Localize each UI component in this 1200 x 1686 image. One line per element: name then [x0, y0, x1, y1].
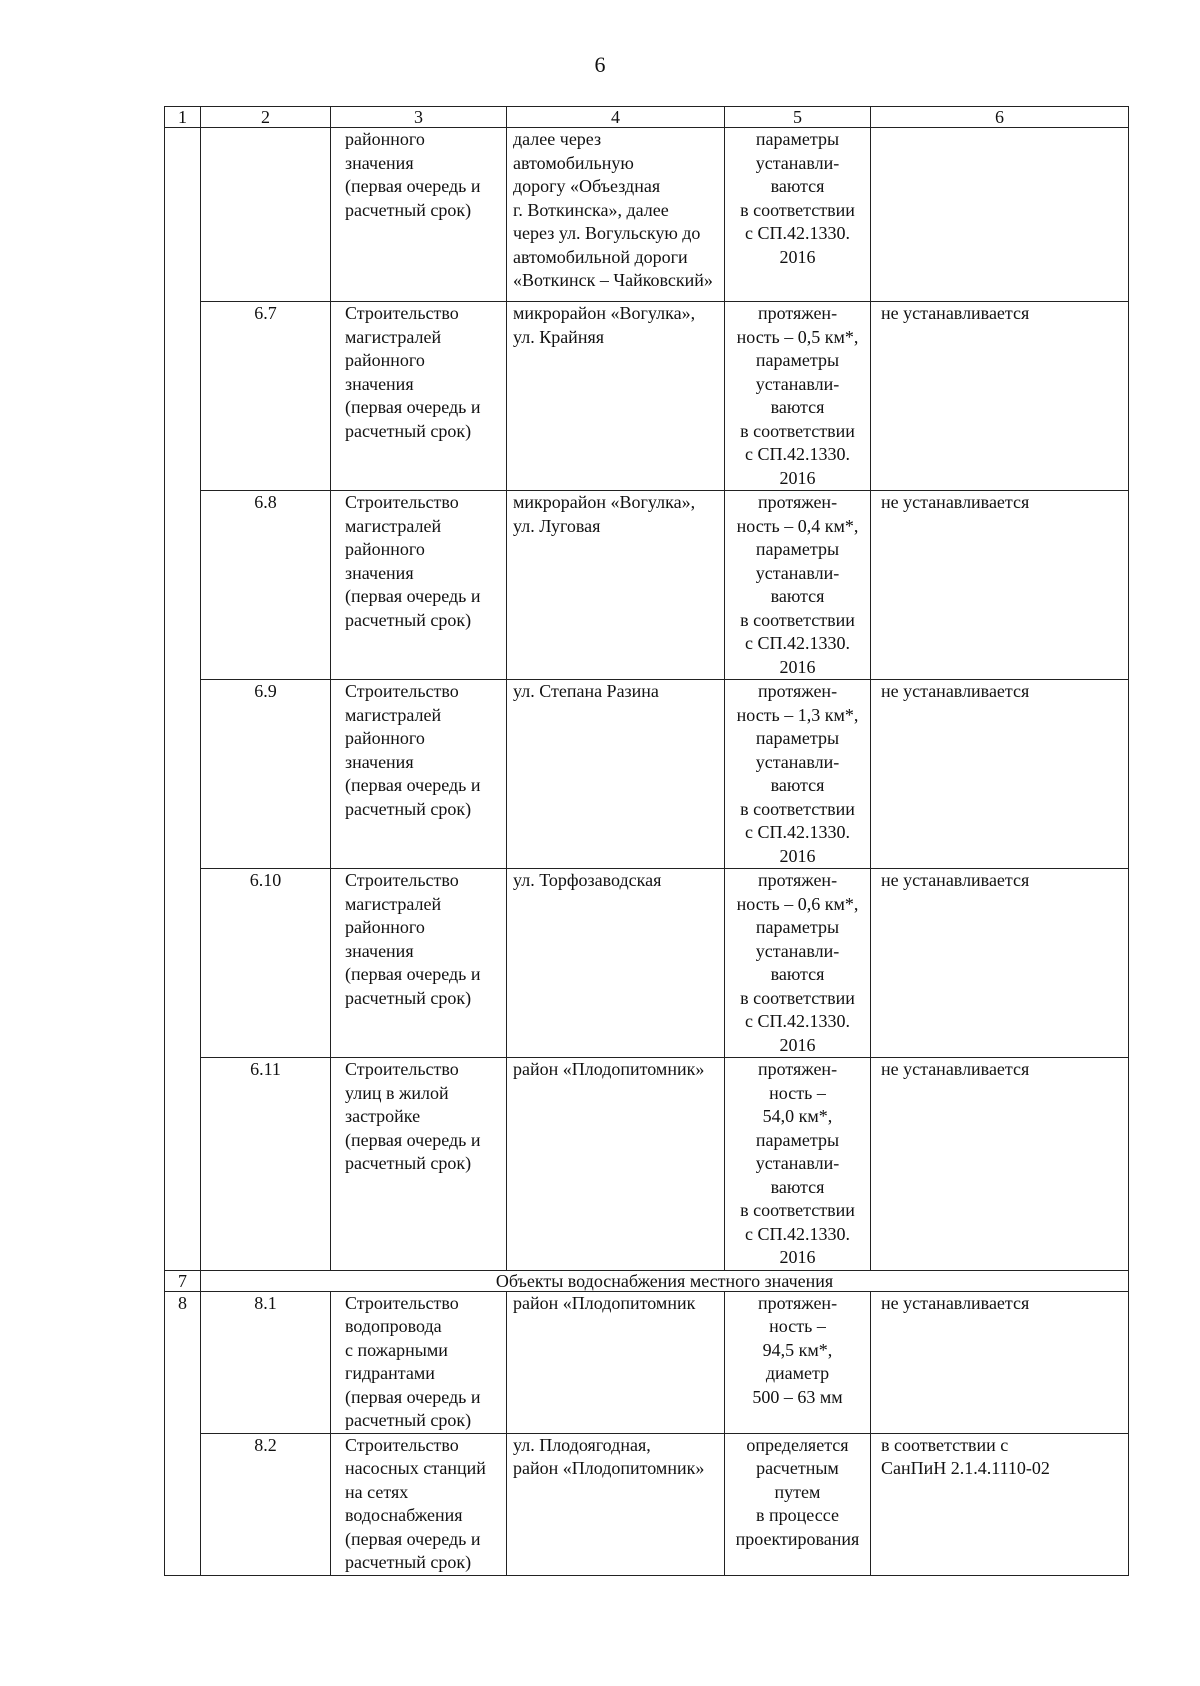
- cell-line: улиц в жилой: [345, 1082, 449, 1103]
- cell-line: протяжен-: [757, 870, 838, 890]
- cell-line: застройке: [345, 1106, 421, 1126]
- zone-cell: [871, 680, 1129, 869]
- cell-line: расчетный срок): [345, 1410, 472, 1430]
- cell-line: диаметр: [765, 1363, 830, 1383]
- cell-line: не устанавливается: [881, 492, 1030, 512]
- cell-line: в соответствии с: [881, 1434, 1009, 1455]
- cell-line: устанавли-: [755, 152, 840, 173]
- cell-line: устанавли-: [755, 562, 840, 583]
- cell-line: ваются: [770, 1176, 825, 1197]
- cell-line: (первая очередь и: [345, 964, 481, 984]
- item-number-cell: 6.7: [201, 302, 331, 491]
- cell-line: район «Плодопитомник»: [513, 1458, 705, 1478]
- cell-line: (первая очередь и: [345, 775, 481, 795]
- zone-cell: [871, 869, 1129, 1058]
- cell-line: 500 – 63 мм: [752, 1386, 843, 1407]
- cell-line: магистралей: [345, 326, 442, 347]
- location-cell: [507, 1291, 725, 1433]
- cell-line: расчетным: [756, 1458, 839, 1478]
- cell-line: в соответствии: [740, 199, 855, 220]
- cell-line: расчетный срок): [345, 1552, 472, 1572]
- characteristics-cell: [725, 680, 871, 869]
- characteristics-cell: [725, 302, 871, 491]
- cell-line: (первая очередь и: [345, 1129, 481, 1150]
- group-row: [165, 1270, 1129, 1291]
- cell-line: значения: [345, 940, 414, 961]
- cell-line: параметры: [755, 1129, 840, 1150]
- location-cell: [507, 302, 725, 491]
- cell-line: в соответствии: [740, 987, 855, 1008]
- table-row: [165, 869, 1129, 1058]
- cell-line: расчетный срок): [345, 1153, 472, 1173]
- characteristics-cell: [725, 128, 871, 302]
- object-name-cell: [331, 1291, 507, 1433]
- cell-line: с СП.42.1330.: [745, 822, 850, 842]
- cell-line: устанавли-: [755, 751, 840, 772]
- location-cell: [507, 680, 725, 869]
- cell-line: ул. Луговая: [513, 515, 601, 536]
- item-number-cell: 6.9: [201, 680, 331, 869]
- cell-line: ваются: [770, 964, 825, 984]
- cell-line: в процессе: [756, 1505, 839, 1525]
- cell-line: ул. Степана Разина: [513, 681, 659, 701]
- cell-line: ул. Торфозаводская: [513, 870, 662, 890]
- cell-line: автомобильную: [513, 152, 634, 173]
- cell-line: 2016: [779, 246, 816, 267]
- page-number: 6: [594, 52, 606, 77]
- cell-line: расчетный срок): [345, 987, 472, 1008]
- characteristics-cell: [725, 1058, 871, 1271]
- cell-line: Строительство: [345, 870, 459, 890]
- cell-line: ваются: [770, 397, 825, 417]
- cell-line: протяжен-: [757, 681, 838, 701]
- cell-line: значения: [345, 562, 414, 583]
- cell-line: районного: [345, 539, 425, 559]
- cell-line: районного: [345, 350, 425, 370]
- cell-line: Строительство: [345, 1059, 459, 1079]
- cell-line: в соответствии: [740, 798, 855, 819]
- cell-line: с СП.42.1330.: [745, 633, 850, 653]
- cell-line: значения: [345, 152, 414, 173]
- cell-line: (первая очередь и: [345, 397, 481, 417]
- cell-line: на сетях: [345, 1481, 409, 1502]
- cell-line: с СП.42.1330.: [745, 223, 850, 243]
- item-number-cell: 6.10: [201, 869, 331, 1058]
- cell-line: не устанавливается: [881, 1292, 1030, 1313]
- cell-line: устанавли-: [755, 373, 840, 394]
- cell-line: параметры: [755, 129, 840, 149]
- table-row: [165, 680, 1129, 869]
- cell-line: протяжен-: [757, 1292, 838, 1313]
- cell-line: район «Плодопитомник: [513, 1292, 696, 1313]
- cell-line: районного: [345, 129, 425, 149]
- cell-line: 54,0 км*,: [762, 1106, 833, 1126]
- section-number-cell: [165, 128, 201, 1271]
- cell-line: микрорайон «Вогулка»,: [513, 303, 696, 323]
- cell-line: ваются: [770, 586, 825, 606]
- zone-cell: [871, 128, 1129, 302]
- table-row: [165, 1058, 1129, 1271]
- cell-line: параметры: [755, 539, 840, 559]
- header-cell: 2: [201, 107, 331, 128]
- cell-line: Строительство: [345, 681, 459, 701]
- section-number-cell: 8: [165, 1291, 201, 1575]
- object-name-cell: [331, 1433, 507, 1575]
- cell-line: магистралей: [345, 515, 442, 536]
- cell-line: значения: [345, 373, 414, 394]
- cell-line: далее через: [513, 129, 602, 149]
- location-cell: [507, 1433, 725, 1575]
- cell-line: 2016: [779, 467, 816, 488]
- cell-line: расчетный срок): [345, 609, 472, 630]
- cell-line: в соответствии: [740, 609, 855, 630]
- item-number-cell: 8.2: [201, 1433, 331, 1575]
- cell-line: не устанавливается: [881, 870, 1030, 890]
- cell-line: районного: [345, 917, 425, 937]
- cell-line: ул. Крайняя: [513, 326, 605, 347]
- header-cell: 3: [331, 107, 507, 128]
- cell-line: (первая очередь и: [345, 586, 481, 606]
- item-number-cell: 6.8: [201, 491, 331, 680]
- cell-line: насосных станций: [345, 1458, 486, 1478]
- cell-line: дорогу «Объездная: [513, 176, 661, 196]
- cell-line: расчетный срок): [345, 420, 472, 441]
- table-row: [165, 128, 1129, 302]
- cell-line: ность –: [769, 1316, 826, 1336]
- cell-line: (первая очередь и: [345, 176, 481, 196]
- cell-line: определяется: [746, 1434, 849, 1455]
- cell-line: (первая очередь и: [345, 1528, 481, 1549]
- table-row: [165, 1433, 1129, 1575]
- cell-line: ваются: [770, 775, 825, 795]
- cell-line: магистралей: [345, 704, 442, 725]
- cell-line: параметры: [755, 350, 840, 370]
- cell-line: значения: [345, 751, 414, 772]
- cell-line: СанПиН 2.1.4.1110-02: [881, 1458, 1050, 1478]
- cell-line: 2016: [779, 656, 816, 677]
- cell-line: с СП.42.1330.: [745, 444, 850, 464]
- cell-line: протяжен-: [757, 492, 838, 512]
- item-number-cell: [201, 128, 331, 302]
- cell-line: через ул. Вогульскую до: [513, 223, 701, 243]
- cell-line: ность –: [769, 1082, 826, 1103]
- group-number-cell: 7: [165, 1270, 201, 1291]
- characteristics-cell: [725, 869, 871, 1058]
- zone-cell: [871, 1058, 1129, 1271]
- cell-line: расчетный срок): [345, 798, 472, 819]
- cell-line: с пожарными: [345, 1339, 448, 1360]
- cell-line: ность – 0,4 км*,: [736, 515, 859, 536]
- cell-line: ваются: [770, 176, 825, 196]
- cell-line: устанавли-: [755, 1153, 840, 1173]
- cell-line: гидрантами: [345, 1363, 435, 1383]
- header-cell: 4: [507, 107, 725, 128]
- cell-line: проектирования: [735, 1528, 860, 1549]
- object-name-cell: [331, 1058, 507, 1271]
- header-row: [165, 107, 1129, 128]
- cell-line: устанавли-: [755, 940, 840, 961]
- cell-line: не устанавливается: [881, 681, 1030, 701]
- item-number-cell: 8.1: [201, 1291, 331, 1433]
- zone-cell: [871, 491, 1129, 680]
- cell-line: водопровода: [345, 1316, 442, 1336]
- cell-line: 94,5 км*,: [762, 1339, 833, 1360]
- cell-line: в соответствии: [740, 1200, 855, 1220]
- cell-line: Строительство: [345, 1292, 459, 1313]
- cell-line: с СП.42.1330.: [745, 1011, 850, 1031]
- cell-line: 2016: [779, 1247, 816, 1267]
- cell-line: путем: [774, 1481, 821, 1502]
- cell-line: (первая очередь и: [345, 1386, 481, 1407]
- characteristics-cell: [725, 1291, 871, 1433]
- table-row: [165, 491, 1129, 680]
- table-row: [165, 302, 1129, 491]
- cell-line: ность – 1,3 км*,: [736, 704, 859, 725]
- header-cell: 6: [871, 107, 1129, 128]
- location-cell: [507, 491, 725, 680]
- cell-line: не устанавливается: [881, 303, 1030, 323]
- location-cell: [507, 1058, 725, 1271]
- object-name-cell: [331, 491, 507, 680]
- zone-cell: [871, 302, 1129, 491]
- cell-line: Строительство: [345, 303, 459, 323]
- object-name-cell: [331, 128, 507, 302]
- cell-line: микрорайон «Вогулка»,: [513, 492, 696, 512]
- object-name-cell: [331, 680, 507, 869]
- cell-line: в соответствии: [740, 420, 855, 441]
- object-name-cell: [331, 869, 507, 1058]
- cell-line: 2016: [779, 845, 816, 866]
- cell-line: районного: [345, 728, 425, 748]
- group-title: Объекты водоснабжения местного значения: [201, 1270, 1129, 1291]
- cell-line: 2016: [779, 1034, 816, 1055]
- location-cell: [507, 128, 725, 302]
- table-row: [165, 1291, 1129, 1433]
- cell-line: ул. Плодоягодная,: [513, 1434, 651, 1455]
- cell-line: магистралей: [345, 893, 442, 914]
- cell-line: параметры: [755, 917, 840, 937]
- planning-table: [164, 106, 1129, 1576]
- characteristics-cell: [725, 1433, 871, 1575]
- header-cell: 1: [165, 107, 201, 128]
- cell-line: параметры: [755, 728, 840, 748]
- cell-line: район «Плодопитомник»: [513, 1059, 705, 1079]
- item-number-cell: 6.11: [201, 1058, 331, 1271]
- cell-line: водоснабжения: [345, 1505, 463, 1525]
- object-name-cell: [331, 302, 507, 491]
- cell-line: протяжен-: [757, 1059, 838, 1079]
- cell-line: не устанавливается: [881, 1059, 1030, 1079]
- characteristics-cell: [725, 491, 871, 680]
- cell-line: протяжен-: [757, 303, 838, 323]
- location-cell: [507, 869, 725, 1058]
- cell-line: автомобильной дороги: [513, 246, 688, 267]
- cell-line: расчетный срок): [345, 199, 472, 220]
- cell-line: «Воткинск – Чайковский»: [513, 270, 713, 290]
- cell-line: Строительство: [345, 1434, 459, 1455]
- cell-line: ность – 0,5 км*,: [736, 326, 859, 347]
- cell-line: г. Воткинска», далее: [513, 199, 669, 220]
- header-cell: 5: [725, 107, 871, 128]
- cell-line: с СП.42.1330.: [745, 1223, 850, 1244]
- zone-cell: [871, 1433, 1129, 1575]
- cell-line: Строительство: [345, 492, 459, 512]
- zone-cell: [871, 1291, 1129, 1433]
- cell-line: ность – 0,6 км*,: [736, 893, 859, 914]
